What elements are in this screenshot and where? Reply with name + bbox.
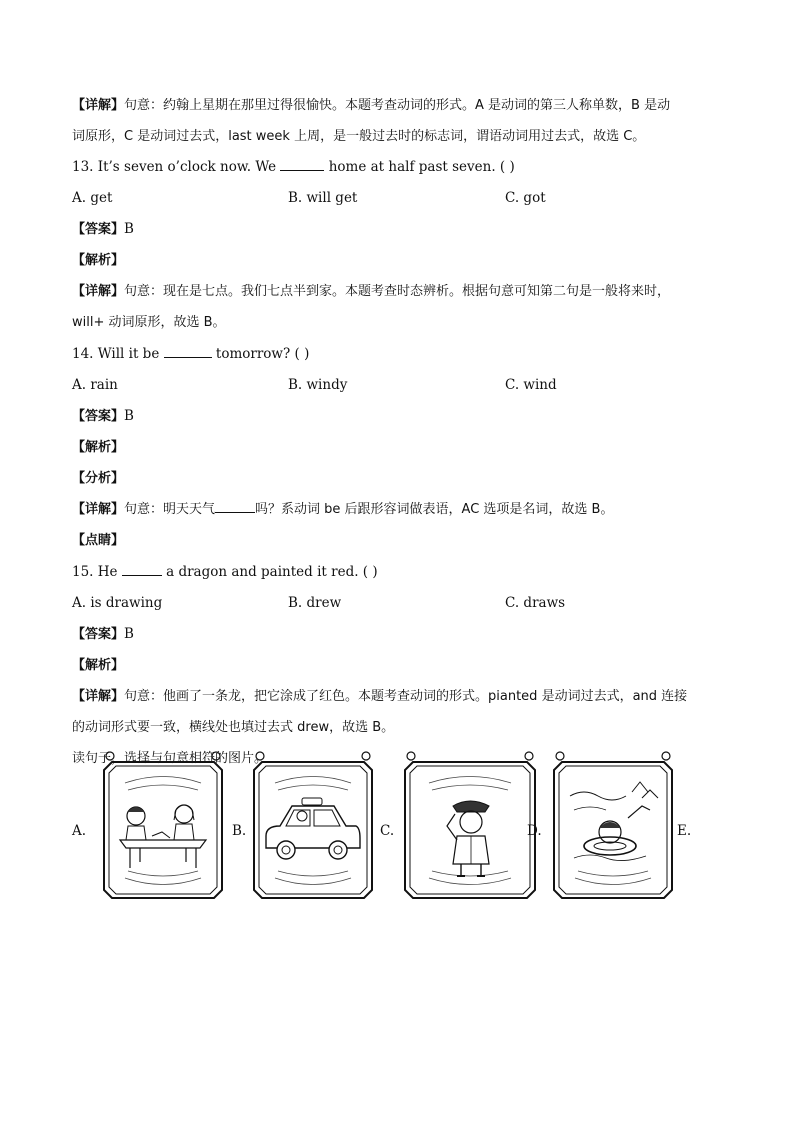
- option-15-a: A. is drawing: [72, 595, 163, 611]
- picture-label-d: D.: [527, 823, 542, 839]
- question-15-prefix: 15. He: [72, 564, 118, 580]
- picture-label-a: A.: [72, 823, 87, 839]
- answer-tag: 【答案】: [72, 409, 125, 424]
- dianjing-14: [72, 531, 124, 550]
- section-instruction: 读句子，选择与句意相符的图片。: [72, 751, 268, 766]
- picture-b-woman-driving-taxi: [250, 748, 376, 912]
- fenxi-tag: 【分析】: [72, 471, 125, 486]
- answer-value: B: [124, 408, 134, 424]
- option-14-b: B. windy: [288, 377, 348, 393]
- answer-15: [72, 625, 134, 644]
- question-15: [72, 563, 378, 581]
- detail-text: 句意：明天天气: [124, 502, 216, 517]
- answer-blank: [215, 500, 255, 513]
- detail-text: 词原形，C 是动词过去式，last week 上周，是一般过去时的标志词，谓语动词用过去式，故选 C。: [72, 129, 646, 144]
- detail-14: [72, 500, 613, 519]
- picture-frame: [250, 748, 376, 912]
- question-13-suffix: home at half past seven. ( ): [328, 159, 515, 175]
- detail-text: 句意：现在是七点。我们七点半到家。本题考查时态辨析。根据句意可知第二句是一般将来时，: [124, 284, 671, 299]
- picture-frame: [550, 748, 676, 912]
- analysis-tag: 【解析】: [72, 658, 125, 673]
- picture-label-e: E.: [677, 823, 692, 839]
- question-14: [72, 345, 309, 363]
- analysis-14: [72, 438, 124, 457]
- answer-tag: 【答案】: [72, 627, 125, 642]
- option-13-c: C. got: [505, 190, 546, 206]
- option-14-a: A. rain: [72, 377, 118, 393]
- detail-text: will+ 动词原形，故选 B。: [72, 315, 226, 330]
- picture-label-c: C.: [380, 823, 395, 839]
- detail-15-line-1: [72, 687, 687, 706]
- answer-blank: [122, 563, 162, 576]
- option-14-c: C. wind: [505, 377, 557, 393]
- answer-value: B: [124, 626, 134, 642]
- analysis-tag: 【解析】: [72, 440, 125, 455]
- option-15-c: C. draws: [505, 595, 566, 611]
- answer-blank: [164, 345, 212, 358]
- option-15-b: B. drew: [288, 595, 342, 611]
- explanation-12-line-1: [72, 96, 670, 115]
- detail-15-line-2: [72, 718, 394, 737]
- detail-tag: 【详解】: [72, 502, 125, 517]
- detail-text: 吗？系动词 be 后跟形容词做表语，AC 选项是名词，故选 B。: [255, 502, 614, 517]
- question-14-suffix: tomorrow? ( ): [215, 346, 310, 362]
- picture-label-b: B.: [232, 823, 247, 839]
- question-15-suffix: a dragon and painted it red. ( ): [166, 564, 378, 580]
- answer-13: [72, 220, 134, 239]
- question-13: [72, 158, 515, 176]
- picture-d-boy-swimming: [550, 748, 676, 912]
- question-14-prefix: 14. Will it be: [72, 346, 160, 362]
- answer-tag: 【答案】: [72, 222, 125, 237]
- detail-tag: 【详解】: [72, 98, 125, 113]
- picture-frame: [401, 748, 539, 912]
- detail-13-line-1: [72, 282, 670, 301]
- analysis-13: [72, 251, 124, 270]
- picture-c-police-officer: [401, 748, 539, 912]
- fenxi-14: [72, 469, 124, 488]
- dianjing-tag: 【点睛】: [72, 533, 125, 548]
- answer-value: B: [124, 221, 134, 237]
- picture-a-children-at-desk: [100, 748, 226, 912]
- detail-tag: 【详解】: [72, 284, 125, 299]
- option-13-b: B. will get: [288, 190, 358, 206]
- answer-14: [72, 407, 134, 426]
- analysis-tag: 【解析】: [72, 253, 125, 268]
- question-13-prefix: 13. It’s seven o’clock now. We: [72, 159, 277, 175]
- answer-blank: [280, 158, 324, 171]
- detail-text: 的动词形式要一致，横线处也填过去式 drew，故选 B。: [72, 720, 395, 735]
- option-13-a: A. get: [72, 190, 113, 206]
- detail-tag: 【详解】: [72, 689, 125, 704]
- detail-13-line-2: [72, 313, 226, 332]
- detail-text: 句意：约翰上星期在那里过得很愉快。本题考查动词的形式。A 是动词的第三人称单数，B 是动: [124, 98, 671, 113]
- detail-text: 句意：他画了一条龙，把它涂成了红色。本题考查动词的形式。pianted 是动词过去式，and 连接: [124, 689, 688, 704]
- explanation-12-line-2: [72, 127, 645, 146]
- analysis-15: [72, 656, 124, 675]
- picture-frame: [100, 748, 226, 912]
